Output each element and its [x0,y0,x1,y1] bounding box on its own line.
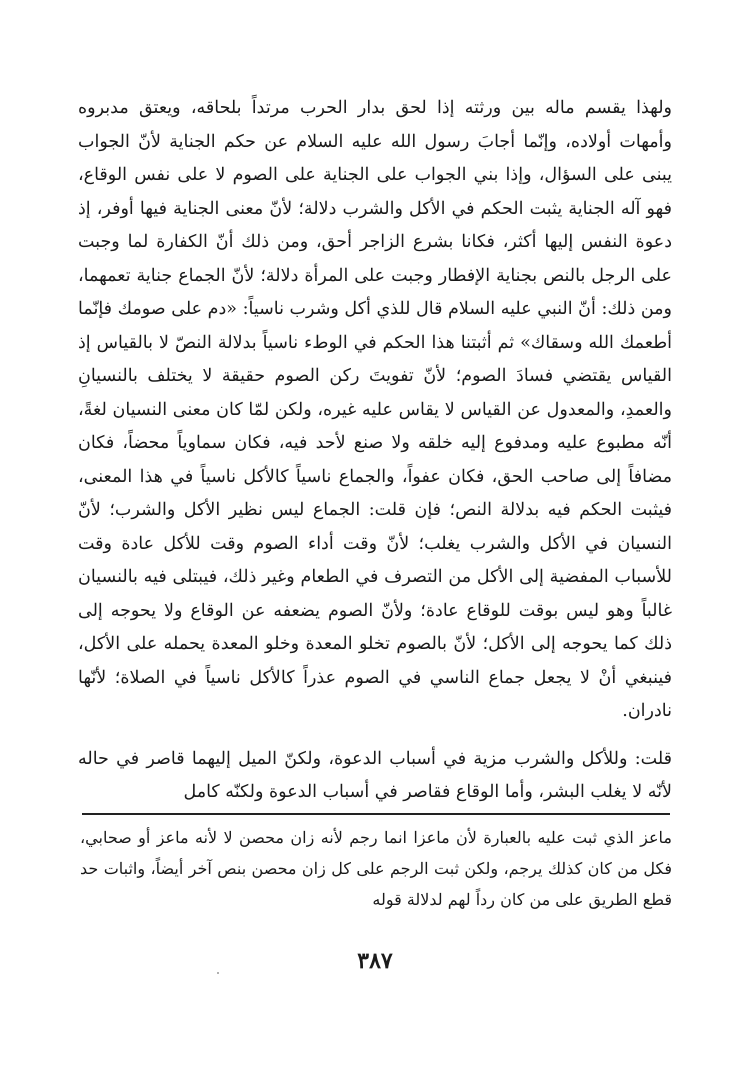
main-paragraph-2: قلت: وللأكل والشرب مزية في أسباب الدعوة، ولكنّ الميل إليهما قاصر في حاله لأنّه لا يغلب البشر، وأما الوقاع فقاصر في أسباب الدعوة ولكنّه كامل [78,748,672,802]
page-number: ٣٨٧ [357,948,393,974]
footnote-text: ماعز الذي ثبت عليه بالعبارة لأن ماعزا انما رجم لأنه زان محصن لا لأنه ماعز أو صحابي، فكل من كان كذلك يرجم، ولكن ثبت الرجم على كل زان محصن بنص آخر أيضاً، واثبات حد قطع الطريق على من كان رداً لهم لدلالة قوله [80,828,672,909]
footnote-separator [82,813,670,815]
main-paragraph-1: ولهذا يقسم ماله بين ورثته إذا لحق بدار الحرب مرتداً بلحاقه، ويعتق مدبروه وأمهات أولاده، وإنّما أجابَ رسول الله عليه السلام عن حكم الجناية لأنّ الجواب يبنى على السؤال، وإذا بني الجواب على الجناية على الصوم لا على نفس الوقاع، فهو آله الجناية يثبت الحكم في الأكل والشرب دلالة؛ لأنّ معنى الجناية فيها أوفر، إذ دعوة النفس إليها أكثر، فكانا بشرع الزاجر أحق، ومن ذلك أنّ الكفارة لما وجبت على الرجل بالنص بجناية الإفطار وجبت على المرأة دلالة؛ لأنّ الجماع جناية تعمهما، ومن ذلك: أنّ النبي عليه السلام قال للذي أكل وشرب ناسياً: «دم على صومك فإنّما أطعمك الله وسقاك» ثم أثبتنا هذا الحكم في الوطء ناسياً بدلالة النصّ لا بالقياس إذ القياس يقتضي فسادَ الصوم؛ لأنّ تفويتَ ركن الصوم حقيقة لا يختلف بالنسيانِ والعمدِ، والمعدول عن القياس لا يقاس عليه غيره، ولكن لمّا كان معنى النسيان لغةً، أنّه مطبوع عليه ومدفوع إليه خلقه ولا صنع لأحد فيه، فكان سماوياً محضاً، فكان مضافاً إلى صاحب الحق، فكان عفواً، والجماع ناسياً كالأكل ناسياً في هذا المعنى، فيثبت الحكم فيه بدلالة النص؛ فإن قلت: الجماع ليس نظير الأكل والشرب؛ لأنّ النسيان في الأكل والشرب يغلب؛ لأنّ وقت أداء الصوم وقت للأكل عادة وقت للأسباب المفضية إلى الأكل من التصرف في الطعام وغير ذلك، فيبتلى فيه بالنسيان غالباً وهو ليس بوقت للوقاع عادة؛ ولأنّ الصوم يضعفه عن الوقاع ولا يحوجه إلى ذلك كما يحوجه إلى الأكل؛ لأنّ بالصوم تخلو المعدة وخلو المعدة يحمله على الأكل، فينبغي أنْ لا يجعل جماع الناسي في الصوم عذراً كالأكل ناسياً في الصلاة؛ لأنّها نادران. [78,98,672,721]
scan-speck [217,972,219,974]
main-text [78,92,672,810]
